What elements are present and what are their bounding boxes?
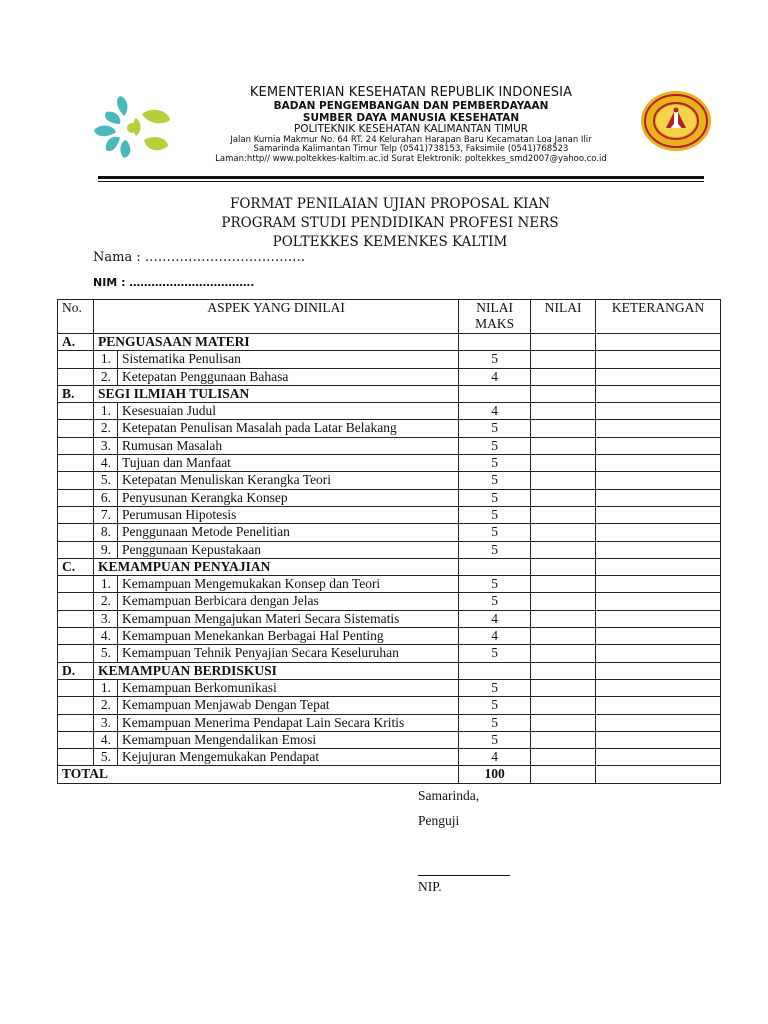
blank-cell <box>58 749 94 766</box>
item-max-score: 4 <box>459 403 531 420</box>
table-row <box>58 351 721 368</box>
item-number: 1. <box>93 403 117 420</box>
item-remarks-cell[interactable] <box>596 697 721 714</box>
table-row <box>58 420 721 437</box>
table-row <box>58 489 721 506</box>
blank-cell <box>58 731 94 748</box>
item-number: 4. <box>93 455 117 472</box>
item-aspect: Ketepatan Penggunaan Bahasa <box>117 368 458 385</box>
item-number: 8. <box>93 524 117 541</box>
table-row <box>58 524 721 541</box>
item-remarks-cell[interactable] <box>596 455 721 472</box>
item-remarks-cell[interactable] <box>596 489 721 506</box>
total-remarks-cell[interactable] <box>596 766 721 783</box>
item-number: 5. <box>93 472 117 489</box>
item-number: 6. <box>93 489 117 506</box>
header-no: No. <box>58 300 94 334</box>
item-max-score: 4 <box>459 368 531 385</box>
item-max-score: 5 <box>459 351 531 368</box>
item-remarks-cell[interactable] <box>596 610 721 627</box>
item-max-score: 5 <box>459 472 531 489</box>
section-row <box>58 558 721 575</box>
total-label: TOTAL <box>58 766 459 783</box>
total-score-cell[interactable] <box>531 766 596 783</box>
item-number: 3. <box>93 437 117 454</box>
blank-cell <box>58 403 94 420</box>
section-row <box>58 662 721 679</box>
signature-line <box>418 875 510 876</box>
item-max-score: 5 <box>459 593 531 610</box>
ministry-of-health-logo <box>92 92 174 167</box>
item-score-cell[interactable] <box>531 351 596 368</box>
table-row <box>58 455 721 472</box>
assessment-table <box>57 299 721 784</box>
nim-field[interactable]: NIM : ……………………………. <box>93 276 255 289</box>
item-aspect: Kejujuran Mengemukakan Pendapat <box>117 749 458 766</box>
item-score-cell[interactable] <box>531 403 596 420</box>
item-max-score: 5 <box>459 714 531 731</box>
section-score-cell[interactable] <box>531 334 596 351</box>
item-max-score: 4 <box>459 628 531 645</box>
title-line-2: PROGRAM STUDI PENDIDIKAN PROFESI NERS <box>221 215 559 231</box>
item-remarks-cell[interactable] <box>596 593 721 610</box>
total-row <box>58 766 721 783</box>
item-remarks-cell[interactable] <box>596 679 721 696</box>
nip-label: NIP. <box>418 879 442 894</box>
item-max-score: 5 <box>459 437 531 454</box>
blank-cell <box>58 368 94 385</box>
address-line: Jalan Kurnia Makmur No. 64 RT. 24 Kelurahan Harapan Baru Kecamatan Loa Janan Ilir <box>230 134 592 145</box>
section-title: PENGUASAAN MATERI <box>93 334 458 351</box>
item-remarks-cell[interactable] <box>596 437 721 454</box>
section-remarks-cell[interactable] <box>596 662 721 679</box>
header-score: NILAI <box>531 300 596 334</box>
table-row <box>58 437 721 454</box>
item-number: 4. <box>93 731 117 748</box>
table-row <box>58 679 721 696</box>
item-aspect: Kemampuan Menjawab Dengan Tepat <box>117 697 458 714</box>
item-max-score: 5 <box>459 576 531 593</box>
blank-cell <box>58 437 94 454</box>
item-remarks-cell[interactable] <box>596 749 721 766</box>
blank-cell <box>58 679 94 696</box>
table-row <box>58 506 721 523</box>
section-score-cell[interactable] <box>531 385 596 402</box>
item-aspect: Rumusan Masalah <box>117 437 458 454</box>
letterhead <box>90 82 710 180</box>
blank-cell <box>58 610 94 627</box>
item-max-score: 5 <box>459 420 531 437</box>
section-letter: D. <box>58 662 94 679</box>
item-max-score: 5 <box>459 455 531 472</box>
item-number: 2. <box>93 368 117 385</box>
table-row <box>58 714 721 731</box>
item-score-cell[interactable] <box>531 489 596 506</box>
item-score-cell[interactable] <box>531 437 596 454</box>
section-letter: C. <box>58 558 94 575</box>
section-title: SEGI ILMIAH TULISAN <box>93 385 458 402</box>
item-aspect: Sistematika Penulisan <box>117 351 458 368</box>
item-max-score: 5 <box>459 524 531 541</box>
item-number: 5. <box>93 749 117 766</box>
blank-cell <box>58 351 94 368</box>
item-remarks-cell[interactable] <box>596 714 721 731</box>
section-remarks-cell[interactable] <box>596 385 721 402</box>
blank-cell <box>58 576 94 593</box>
section-score-cell[interactable] <box>531 558 596 575</box>
item-score-cell[interactable] <box>531 472 596 489</box>
table-row <box>58 593 721 610</box>
item-aspect: Penggunaan Kepustakaan <box>117 541 458 558</box>
item-number: 2. <box>93 593 117 610</box>
section-letter: B. <box>58 385 94 402</box>
item-remarks-cell[interactable] <box>596 541 721 558</box>
item-aspect: Kemampuan Mengemukakan Konsep dan Teori <box>117 576 458 593</box>
item-number: 2. <box>93 697 117 714</box>
blank-cell <box>58 472 94 489</box>
section-row <box>58 385 721 402</box>
item-remarks-cell[interactable] <box>596 645 721 662</box>
item-aspect: Kemampuan Mengajukan Materi Secara Sistematis <box>117 610 458 627</box>
section-letter: A. <box>58 334 94 351</box>
section-max-cell <box>459 662 531 679</box>
section-row <box>58 334 721 351</box>
item-max-score: 5 <box>459 489 531 506</box>
item-aspect: Kemampuan Menekankan Berbagai Hal Penting <box>117 628 458 645</box>
item-aspect: Kemampuan Berkomunikasi <box>117 679 458 696</box>
item-max-score: 5 <box>459 541 531 558</box>
item-score-cell[interactable] <box>531 420 596 437</box>
item-max-score: 5 <box>459 645 531 662</box>
table-row <box>58 368 721 385</box>
item-number: 9. <box>93 541 117 558</box>
item-remarks-cell[interactable] <box>596 506 721 523</box>
item-score-cell[interactable] <box>531 541 596 558</box>
item-aspect: Kemampuan Berbicara dengan Jelas <box>117 593 458 610</box>
table-row <box>58 576 721 593</box>
section-title: KEMAMPUAN BERDISKUSI <box>93 662 458 679</box>
table-row <box>58 610 721 627</box>
ministry-name: KEMENTERIAN KESEHATAN REPUBLIK INDONESIA <box>249 85 573 100</box>
contact-line: Samarinda Kalimantan Timur Telp (0541)738153, Faksimile (0541)768523 <box>253 144 569 154</box>
item-aspect: Ketepatan Penulisan Masalah pada Latar Belakang <box>117 420 458 437</box>
item-aspect: Kemampuan Mengendalikan Emosi <box>117 731 458 748</box>
title-line-3: POLTEKKES KEMENKES KALTIM <box>272 234 508 250</box>
item-score-cell[interactable] <box>531 749 596 766</box>
agency-name-2: SUMBER DAYA MANUSIA KESEHATAN <box>302 111 520 124</box>
item-max-score: 4 <box>459 749 531 766</box>
item-remarks-cell[interactable] <box>596 368 721 385</box>
item-aspect: Ketepatan Menuliskan Kerangka Teori <box>117 472 458 489</box>
header-aspect: ASPEK YANG DINILAI <box>93 300 458 334</box>
name-field[interactable]: Nama : ………………………………. <box>93 250 305 265</box>
item-aspect: Kemampuan Tehnik Penyajian Secara Keseluruhan <box>117 645 458 662</box>
item-score-cell[interactable] <box>531 645 596 662</box>
item-score-cell[interactable] <box>531 628 596 645</box>
item-number: 3. <box>93 714 117 731</box>
agency-name: BADAN PENGEMBANGAN DAN PEMBERDAYAAN <box>273 100 549 112</box>
blank-cell <box>58 541 94 558</box>
item-score-cell[interactable] <box>531 697 596 714</box>
table-row <box>58 749 721 766</box>
table-row <box>58 541 721 558</box>
table-row <box>58 645 721 662</box>
blank-cell <box>58 593 94 610</box>
item-max-score: 5 <box>459 697 531 714</box>
item-number: 3. <box>93 610 117 627</box>
item-max-score: 4 <box>459 610 531 627</box>
item-number: 2. <box>93 420 117 437</box>
item-remarks-cell[interactable] <box>596 628 721 645</box>
item-remarks-cell[interactable] <box>596 524 721 541</box>
letterhead-rule <box>98 176 704 179</box>
blank-cell <box>58 489 94 506</box>
blank-cell <box>58 506 94 523</box>
table-row <box>58 628 721 645</box>
item-aspect: Kemampuan Menerima Pendapat Lain Secara Kritis <box>117 714 458 731</box>
table-row <box>58 403 721 420</box>
section-title: KEMAMPUAN PENYAJIAN <box>93 558 458 575</box>
item-score-cell[interactable] <box>531 455 596 472</box>
header-remarks: KETERANGAN <box>596 300 721 334</box>
section-score-cell[interactable] <box>531 662 596 679</box>
item-score-cell[interactable] <box>531 368 596 385</box>
section-max-cell <box>459 558 531 575</box>
blank-cell <box>58 645 94 662</box>
item-aspect: Tujuan dan Manfaat <box>117 455 458 472</box>
table-row <box>58 472 721 489</box>
item-aspect: Penggunaan Metode Penelitian <box>117 524 458 541</box>
signature-place: Samarinda, <box>418 788 480 803</box>
blank-cell <box>58 628 94 645</box>
blank-cell <box>58 714 94 731</box>
item-remarks-cell[interactable] <box>596 576 721 593</box>
blank-cell <box>58 697 94 714</box>
blank-cell <box>58 524 94 541</box>
section-max-cell <box>459 334 531 351</box>
letterhead-rule-thin <box>98 181 704 182</box>
item-aspect: Perumusan Hipotesis <box>117 506 458 523</box>
item-score-cell[interactable] <box>531 524 596 541</box>
blank-cell <box>58 420 94 437</box>
institution-name: POLITEKNIK KESEHATAN KALIMANTAN TIMUR <box>293 123 529 135</box>
blank-cell <box>58 455 94 472</box>
section-remarks-cell[interactable] <box>596 334 721 351</box>
table-row <box>58 731 721 748</box>
item-aspect: Kesesuaian Judul <box>117 403 458 420</box>
item-number: 1. <box>93 351 117 368</box>
item-max-score: 5 <box>459 731 531 748</box>
form-title <box>120 195 660 252</box>
item-remarks-cell[interactable] <box>596 420 721 437</box>
header-max: NILAI MAKS <box>459 300 531 334</box>
item-max-score: 5 <box>459 506 531 523</box>
item-score-cell[interactable] <box>531 576 596 593</box>
website-line: Laman:http// www.poltekkes-kaltim.ac.id Surat Elektronik: poltekkes_smd2007@yahoo.co.id <box>215 153 607 164</box>
section-max-cell <box>459 385 531 402</box>
examiner-label: Penguji <box>418 813 460 828</box>
item-aspect: Penyusunan Kerangka Konsep <box>117 489 458 506</box>
item-score-cell[interactable] <box>531 593 596 610</box>
table-row <box>58 697 721 714</box>
item-number: 7. <box>93 506 117 523</box>
table-header <box>58 300 721 334</box>
item-number: 4. <box>93 628 117 645</box>
item-max-score: 5 <box>459 679 531 696</box>
item-number: 5. <box>93 645 117 662</box>
item-number: 1. <box>93 679 117 696</box>
item-remarks-cell[interactable] <box>596 731 721 748</box>
item-remarks-cell[interactable] <box>596 351 721 368</box>
item-number: 1. <box>93 576 117 593</box>
item-score-cell[interactable] <box>531 506 596 523</box>
item-score-cell[interactable] <box>531 610 596 627</box>
item-remarks-cell[interactable] <box>596 472 721 489</box>
item-score-cell[interactable] <box>531 731 596 748</box>
section-remarks-cell[interactable] <box>596 558 721 575</box>
item-score-cell[interactable] <box>531 679 596 696</box>
poltekkes-seal-icon <box>640 90 712 157</box>
item-remarks-cell[interactable] <box>596 403 721 420</box>
title-line-1: FORMAT PENILAIAN UJIAN PROPOSAL KIAN <box>229 196 551 212</box>
total-value: 100 <box>459 766 531 783</box>
item-score-cell[interactable] <box>531 714 596 731</box>
